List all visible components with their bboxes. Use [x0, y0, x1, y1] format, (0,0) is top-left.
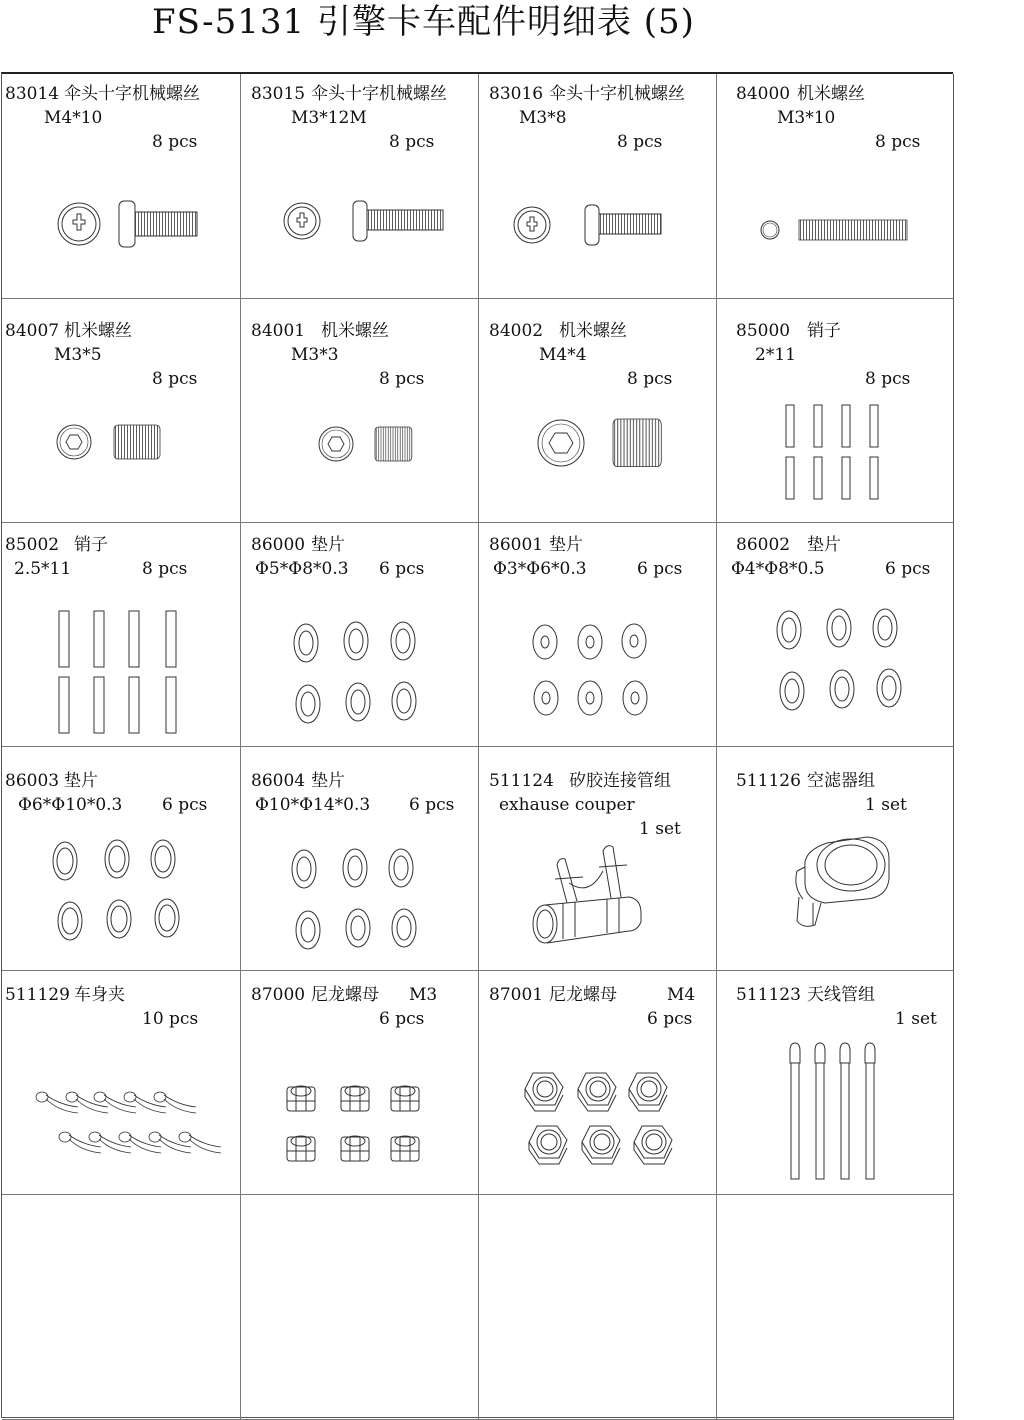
part-name: 矽胶连接管组 — [569, 771, 671, 791]
empty-cell — [717, 1195, 954, 1420]
part-spec: Φ3*Φ6*0.3 — [493, 559, 587, 579]
empty-cell — [479, 1195, 717, 1420]
page-title: FS-5131 引擎卡车配件明细表 (5) — [152, 2, 695, 42]
part-spec: M4*10 — [44, 108, 103, 128]
part-cell-84007 — [2, 299, 241, 523]
part-code: 84002 — [489, 321, 544, 341]
nylon-nut-icon — [241, 971, 479, 1195]
pin-icon — [2, 523, 240, 747]
part-spec: exhause couper — [499, 795, 635, 815]
part-cell-84002 — [479, 299, 717, 523]
pan-head-phillips-screw-icon — [2, 74, 240, 298]
washer-icon — [479, 523, 717, 747]
part-qty: 1 set — [895, 1009, 937, 1029]
part-code: 86002 — [736, 535, 791, 555]
part-name: 车身夹 — [74, 985, 125, 1005]
part-spec: M3*12M — [291, 108, 367, 128]
part-qty: 1 set — [639, 819, 681, 839]
part-name: 伞头十字机械螺丝 — [311, 84, 447, 104]
part-name: 机米螺丝 — [64, 321, 132, 341]
part-qty: 8 pcs — [379, 369, 425, 389]
part-code: 83016 — [489, 84, 544, 104]
part-cell-511129 — [2, 971, 241, 1195]
part-spec: 2.5*11 — [14, 559, 72, 579]
part-cell-511126 — [717, 747, 954, 971]
part-qty: 1 set — [865, 795, 907, 815]
part-name: 伞头十字机械螺丝 — [64, 84, 200, 104]
washer-icon — [717, 523, 953, 747]
washer-icon — [241, 747, 479, 971]
part-code: 86000 — [251, 535, 306, 555]
part-qty: 8 pcs — [627, 369, 673, 389]
hex-socket-set-screw-icon — [479, 299, 717, 523]
air-filter-icon — [717, 747, 953, 971]
part-name: 天线管组 — [807, 985, 875, 1005]
part-qty: 8 pcs — [865, 369, 911, 389]
antenna-tube-icon — [717, 971, 953, 1195]
part-qty: 10 pcs — [142, 1009, 199, 1029]
part-qty: 6 pcs — [379, 559, 425, 579]
exhaust-coupler-icon — [479, 747, 717, 971]
part-code: 83014 — [5, 84, 60, 104]
part-cell-85000 — [717, 299, 954, 523]
part-qty: 8 pcs — [617, 132, 663, 152]
empty-cell — [241, 1195, 479, 1420]
part-spec: M3 — [409, 985, 438, 1005]
part-name: 空滤器组 — [807, 771, 875, 791]
washer-icon — [241, 523, 479, 747]
part-name: 垫片 — [311, 535, 345, 555]
body-clip-icon — [2, 971, 240, 1195]
part-cell-511124 — [479, 747, 717, 971]
part-cell-83014 — [2, 74, 241, 299]
part-cell-86001 — [479, 523, 717, 747]
part-name: 伞头十字机械螺丝 — [549, 84, 685, 104]
part-qty: 8 pcs — [152, 132, 198, 152]
part-name: 尼龙螺母 — [549, 985, 617, 1005]
part-cell-87000 — [241, 971, 479, 1195]
hex-socket-set-screw-icon — [241, 299, 479, 523]
hex-socket-set-screw-icon — [2, 299, 240, 523]
part-code: 84007 — [5, 321, 60, 341]
part-cell-511123 — [717, 971, 954, 1195]
part-qty: 8 pcs — [152, 369, 198, 389]
pan-head-phillips-screw-icon — [241, 74, 479, 298]
part-cell-83015 — [241, 74, 479, 299]
part-spec: M3*10 — [777, 108, 836, 128]
part-qty: 8 pcs — [142, 559, 188, 579]
part-spec: M3*3 — [291, 345, 339, 365]
part-name: 机米螺丝 — [321, 321, 389, 341]
part-code: 511126 — [736, 771, 801, 791]
empty-cell — [2, 1195, 241, 1420]
part-spec: M3*8 — [519, 108, 567, 128]
part-cell-86003 — [2, 747, 241, 971]
part-name: 销子 — [807, 321, 841, 341]
part-qty: 6 pcs — [409, 795, 455, 815]
part-name: 垫片 — [311, 771, 345, 791]
part-code: 83015 — [251, 84, 306, 104]
part-name: 机米螺丝 — [559, 321, 627, 341]
part-code: 86001 — [489, 535, 544, 555]
set-screw-icon — [717, 74, 953, 298]
part-code: 87001 — [489, 985, 544, 1005]
part-cell-84000 — [717, 74, 954, 299]
part-name: 垫片 — [64, 771, 98, 791]
part-qty: 6 pcs — [637, 559, 683, 579]
part-qty: 6 pcs — [379, 1009, 425, 1029]
part-code: 84001 — [251, 321, 306, 341]
part-code: 85002 — [5, 535, 60, 555]
part-cell-85002 — [2, 523, 241, 747]
washer-icon — [2, 747, 240, 971]
part-qty: 8 pcs — [389, 132, 435, 152]
part-code: 511123 — [736, 985, 801, 1005]
part-qty: 6 pcs — [162, 795, 208, 815]
part-cell-86004 — [241, 747, 479, 971]
part-spec: Φ4*Φ8*0.5 — [731, 559, 825, 579]
part-qty: 6 pcs — [885, 559, 931, 579]
part-name: 尼龙螺母 — [311, 985, 379, 1005]
part-code: 85000 — [736, 321, 791, 341]
part-cell-86002 — [717, 523, 954, 747]
part-name: 销子 — [74, 535, 108, 555]
part-code: 87000 — [251, 985, 306, 1005]
part-name: 垫片 — [549, 535, 583, 555]
part-cell-87001 — [479, 971, 717, 1195]
part-cell-84001 — [241, 299, 479, 523]
part-cell-86000 — [241, 523, 479, 747]
part-spec: Φ6*Φ10*0.3 — [18, 795, 123, 815]
pan-head-phillips-screw-icon — [479, 74, 717, 298]
part-spec: M3*5 — [54, 345, 102, 365]
part-spec: Φ5*Φ8*0.3 — [255, 559, 349, 579]
part-qty: 6 pcs — [647, 1009, 693, 1029]
part-spec: M4*4 — [539, 345, 587, 365]
part-code: 84000 — [736, 84, 791, 104]
part-cell-83016 — [479, 74, 717, 299]
pin-icon — [717, 299, 953, 523]
part-name: 机米螺丝 — [797, 84, 865, 104]
part-name: 垫片 — [807, 535, 841, 555]
part-spec: Φ10*Φ14*0.3 — [255, 795, 371, 815]
part-qty: 8 pcs — [875, 132, 921, 152]
part-spec: M4 — [667, 985, 696, 1005]
flange-nylon-nut-icon — [479, 971, 717, 1195]
part-code: 86003 — [5, 771, 60, 791]
parts-table — [1, 72, 953, 1418]
part-code: 511129 — [5, 985, 70, 1005]
part-code: 86004 — [251, 771, 306, 791]
part-spec: 2*11 — [755, 345, 796, 365]
part-code: 511124 — [489, 771, 554, 791]
